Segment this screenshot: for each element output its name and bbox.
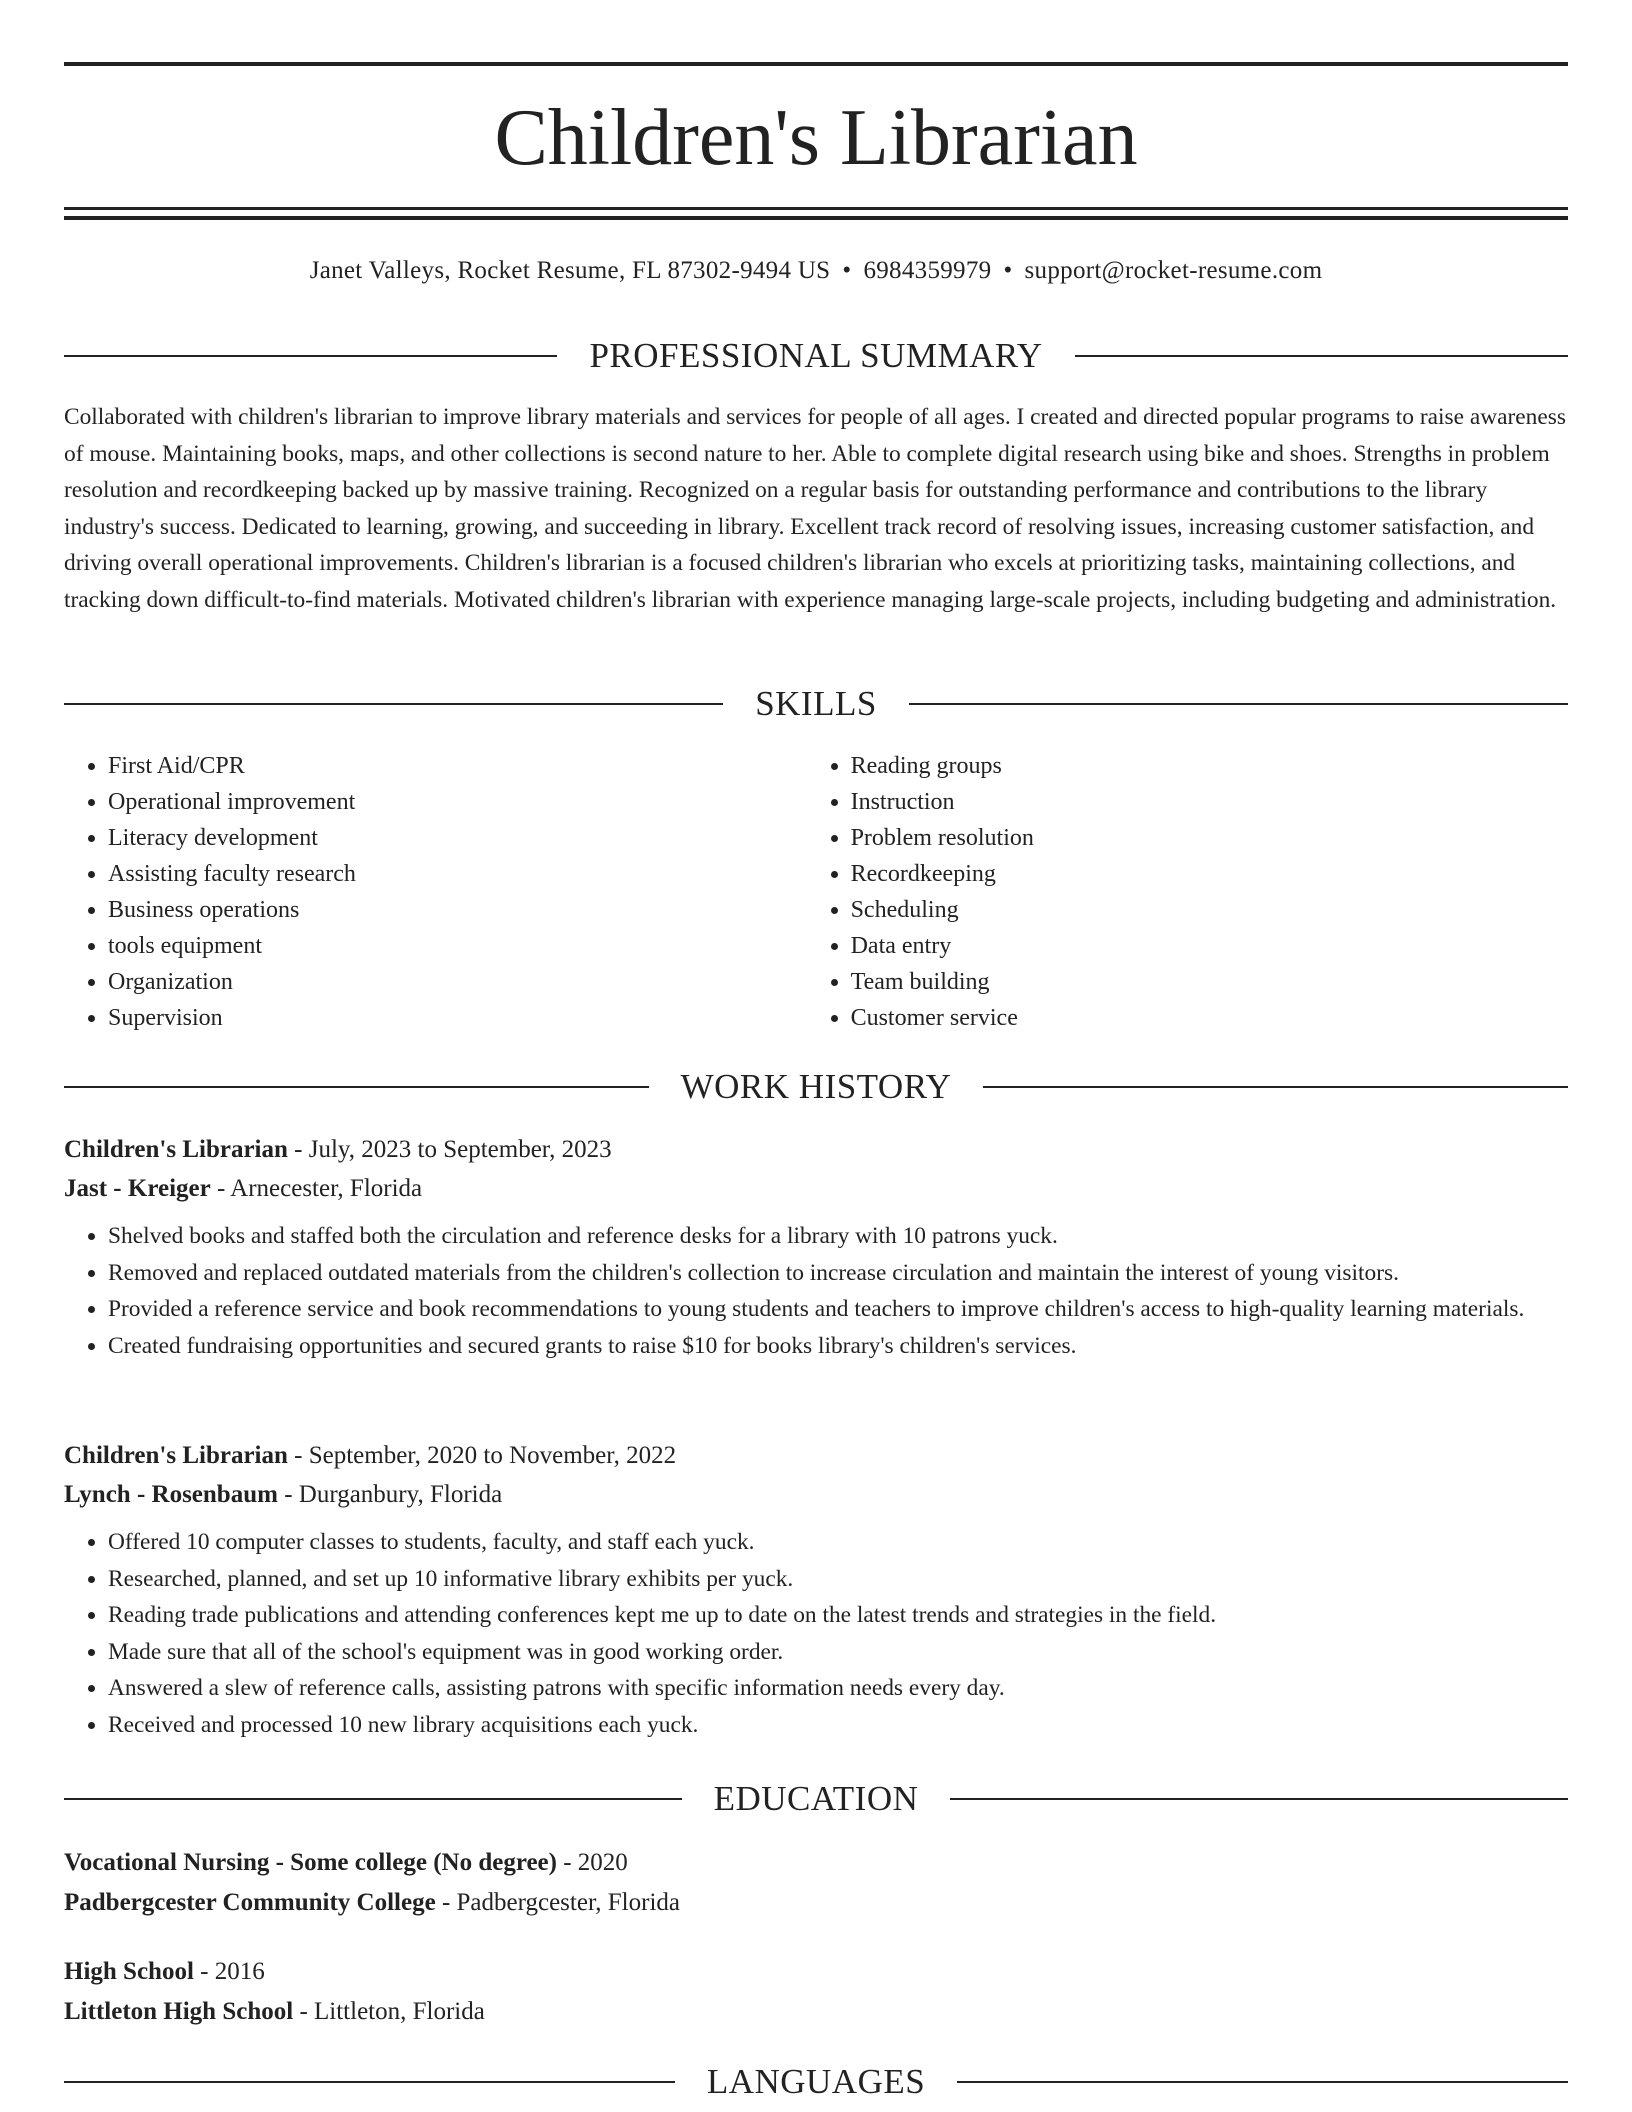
education-school-row (64, 1992, 1568, 2032)
contact-separator: • (842, 257, 852, 284)
title-double-rule-upper (64, 207, 1568, 210)
skill-item: • Recordkeeping (851, 856, 1568, 892)
education-school: Littleton High School (64, 1998, 294, 2025)
education-school-row (64, 1883, 1568, 1923)
heading-rule (957, 2081, 1568, 2083)
job-location: - Arnecester, Florida (210, 1175, 423, 1202)
heading-rule (64, 1086, 649, 1088)
job-entry (64, 1436, 1568, 1743)
education-degree: High School (64, 1958, 194, 1985)
heading-rule (950, 1798, 1568, 1800)
job-bullet: • Shelved books and staffed both the circulation and reference desks for a library with 10 patrons yuck. (108, 1218, 1568, 1255)
section-title: LANGUAGES (706, 2062, 926, 2101)
heading-rule (64, 355, 557, 357)
heading-rule (64, 703, 723, 705)
skills-column-right (807, 748, 1568, 1036)
section-heading-languages (64, 2062, 1568, 2102)
skill-item: • Reading groups (851, 748, 1568, 784)
skill-item: • Supervision (108, 1000, 807, 1036)
section-title: PROFESSIONAL SUMMARY (589, 336, 1043, 375)
job-bullet: • Made sure that all of the school's equipment was in good working order. (108, 1634, 1568, 1671)
section-title: EDUCATION (713, 1779, 919, 1818)
education-degree: Vocational Nursing - Some college (No degree) (64, 1849, 557, 1876)
summary-text: Collaborated with children's librarian to improve library materials and services for people of all ages. I created and directed popular programs to raise awareness of mouse. Maintaining books, maps, and other collections is second nature to her. Able to complete digital research using bike and shoes. Strengths in problem resolution and recordkeeping backed up by massive training. Recognized on a regular basis for outstanding performance and contributions to the library industry's success. Dedicated to learning, growing, and succeeding in library. Excellent track record of resolving issues, increasing customer satisfaction, and driving overall operational improvements. Children's librarian is a focused children's librarian who excels at prioritizing tasks, maintaining collections, and tracking down difficult-to-find materials. Motivated children's librarian with experience managing large-scale projects, including budgeting and administration. (64, 404, 1566, 613)
job-company: Lynch - Rosenbaum (64, 1481, 278, 1508)
section-heading-skills (64, 684, 1568, 724)
title-double-rule-lower (64, 216, 1568, 220)
education-year: - 2016 (193, 1958, 265, 1985)
section-heading-work-history (64, 1067, 1568, 1107)
education-school: Padbergcester Community College (64, 1889, 436, 1916)
job-bullet: • Received and processed 10 new library acquisitions each yuck. (108, 1707, 1568, 1744)
job-bullet: • Removed and replaced outdated materials from the children's collection to increase circulation and maintain the interest of young visitors. (108, 1255, 1568, 1292)
section-heading-summary (64, 336, 1568, 376)
skill-item: • Literacy development (108, 820, 807, 856)
job-location: - Durganbury, Florida (277, 1481, 503, 1508)
job-bullet: • Provided a reference service and book recommendations to young students and teachers to improve children's access to high-quality learning materials. (108, 1291, 1568, 1328)
job-bullet: • Offered 10 computer classes to students, faculty, and staff each yuck. (108, 1524, 1568, 1561)
education-location: - Littleton, Florida (293, 1998, 485, 2025)
education-entry (64, 1952, 1568, 2032)
job-bullets (64, 1524, 1568, 1743)
job-bullets (64, 1218, 1568, 1364)
job-title-row (64, 1436, 1568, 1475)
education-year: - 2020 (556, 1849, 628, 1876)
heading-rule (1075, 355, 1568, 357)
skill-item: • Data entry (851, 928, 1568, 964)
education-location: - Padbergcester, Florida (435, 1889, 680, 1916)
job-bullet: • Answered a slew of reference calls, assisting patrons with specific information needs every day. (108, 1670, 1568, 1707)
section-heading-education (64, 1779, 1568, 1819)
heading-rule (909, 703, 1568, 705)
top-rule (64, 62, 1568, 66)
job-bullet: • Researched, planned, and set up 10 informative library exhibits per yuck. (108, 1561, 1568, 1598)
section-title: SKILLS (755, 684, 877, 723)
skill-item: • Assisting faculty research (108, 856, 807, 892)
skill-item: • Business operations (108, 892, 807, 928)
job-title-row (64, 1130, 1568, 1169)
skills-list (64, 748, 1568, 1036)
skill-item: • Operational improvement (108, 784, 807, 820)
job-dates: - July, 2023 to September, 2023 (287, 1136, 612, 1163)
contact-email: support@rocket-resume.com (1024, 257, 1323, 284)
heading-rule (64, 2081, 675, 2083)
education-entry (64, 1843, 1568, 1923)
heading-rule (64, 1798, 682, 1800)
skill-item: • Instruction (851, 784, 1568, 820)
job-title: Children's Librarian (64, 1136, 288, 1163)
job-bullet: • Created fundraising opportunities and secured grants to raise $10 for books library's children's services. (108, 1328, 1568, 1365)
contact-line (64, 254, 1568, 288)
contact-phone: 6984359979 (863, 257, 992, 284)
summary-block (64, 399, 1568, 618)
job-bullet: • Reading trade publications and attending conferences kept me up to date on the latest trends and strategies in the field. (108, 1597, 1568, 1634)
job-company-row (64, 1169, 1568, 1208)
heading-rule (983, 1086, 1568, 1088)
education-degree-row (64, 1952, 1568, 1992)
job-company: Jast - Kreiger (64, 1175, 211, 1202)
skill-item: • Team building (851, 964, 1568, 1000)
section-title: WORK HISTORY (680, 1067, 952, 1106)
contact-address: Janet Valleys, Rocket Resume, FL 87302-9494 US (309, 257, 831, 284)
education-degree-row (64, 1843, 1568, 1883)
resume-title: Children's Librarian (494, 94, 1138, 182)
skills-column-left (64, 748, 807, 1036)
contact-separator: • (1003, 257, 1013, 284)
skill-item: • Scheduling (851, 892, 1568, 928)
job-company-row (64, 1475, 1568, 1514)
skill-item: • Customer service (851, 1000, 1568, 1036)
job-title: Children's Librarian (64, 1442, 288, 1469)
skill-item: • tools equipment (108, 928, 807, 964)
job-dates: - September, 2020 to November, 2022 (287, 1442, 677, 1469)
skill-item: • First Aid/CPR (108, 748, 807, 784)
job-entry (64, 1130, 1568, 1364)
skill-item: • Organization (108, 964, 807, 1000)
skill-item: • Problem resolution (851, 820, 1568, 856)
